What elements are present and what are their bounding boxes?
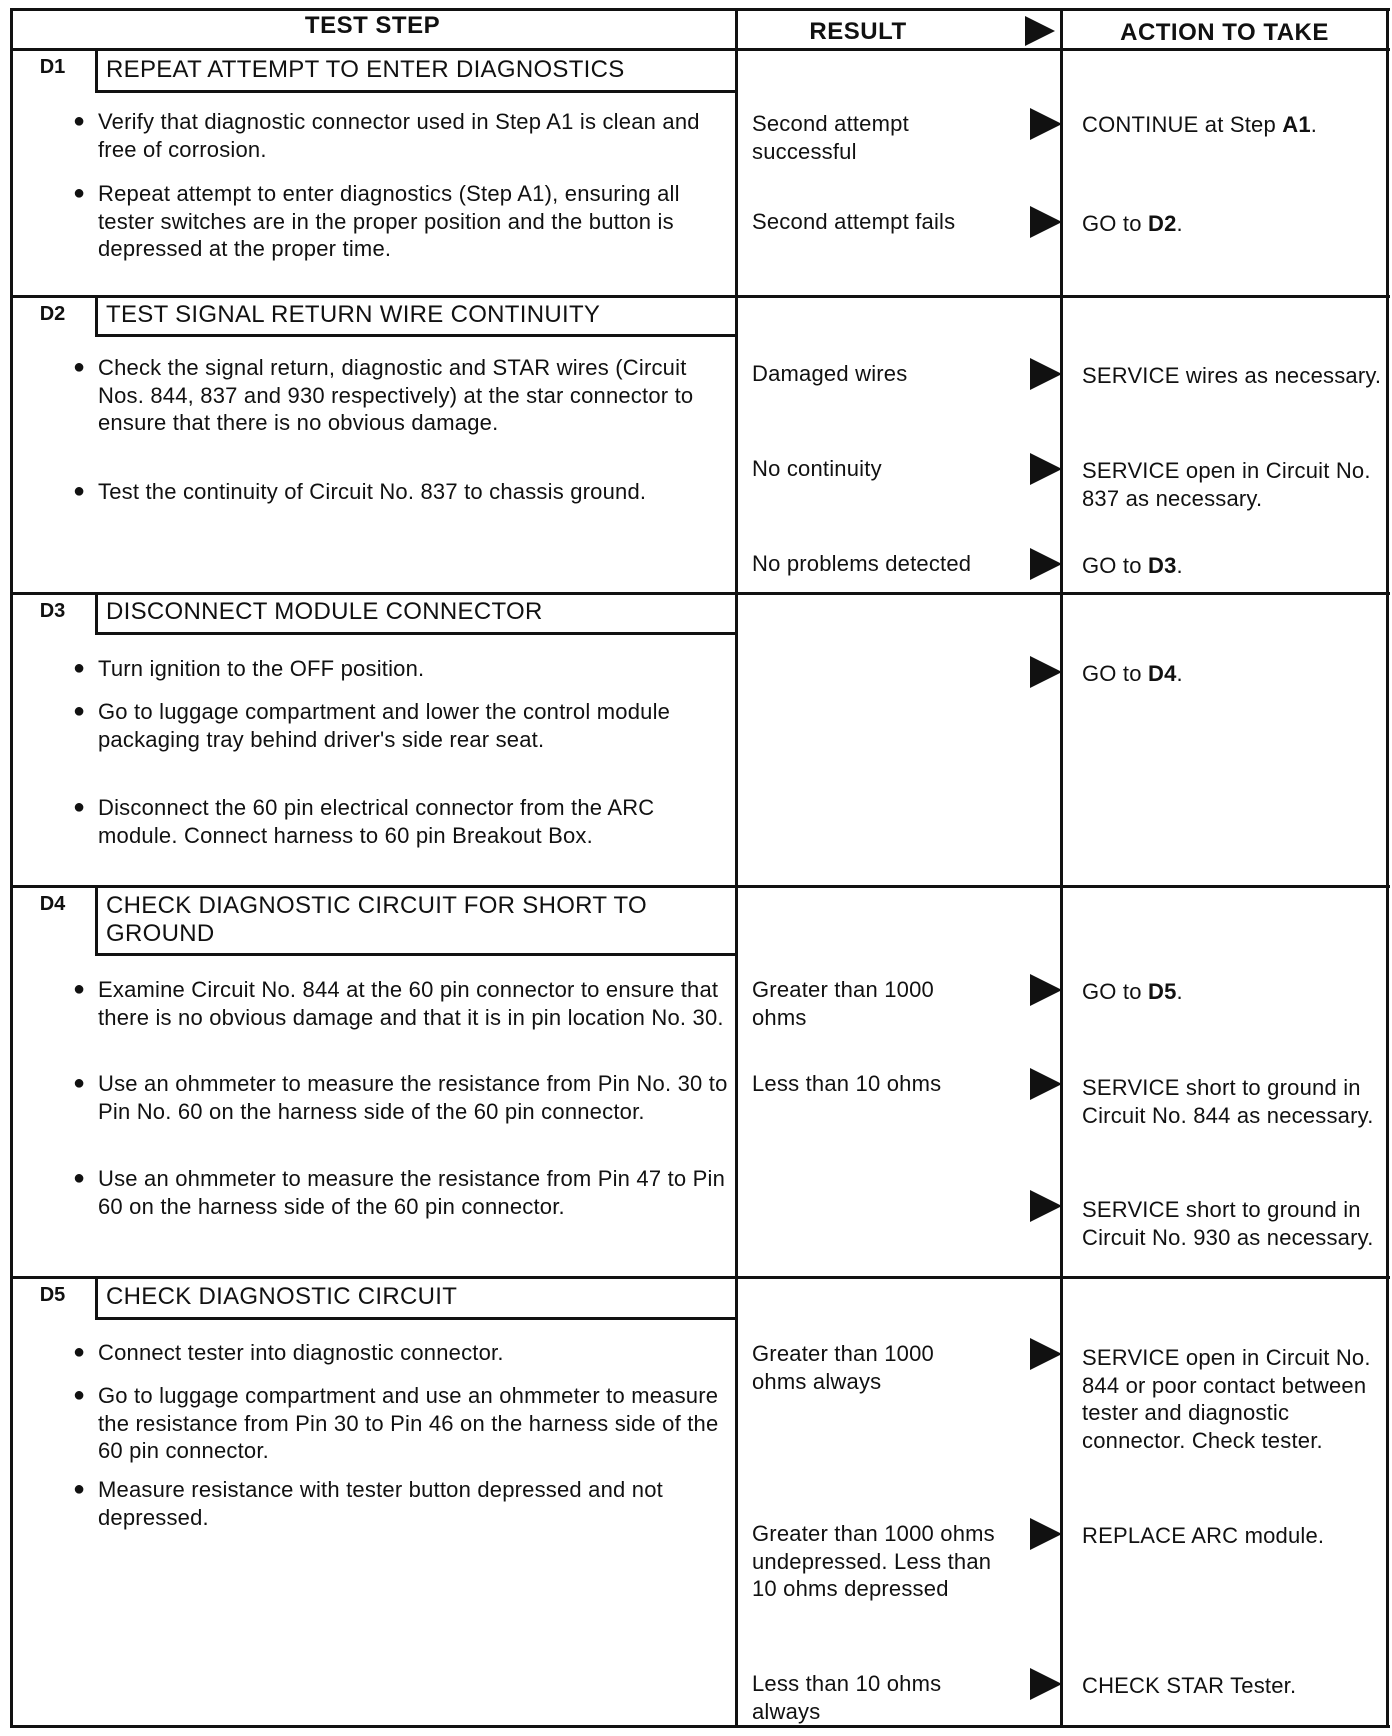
bullet-item: ● Test the continuity of Circuit No. 837 to chassis ground. — [73, 479, 647, 504]
step-id: D5 — [39, 1284, 66, 1306]
action-text: SERVICE short to ground in Circuit No. 844 as necessary. — [1082, 1075, 1374, 1128]
table-border-bottom — [10, 1725, 1390, 1728]
step-id: D2 — [39, 303, 66, 325]
step-title: CHECK DIAGNOSTIC CIRCUIT FOR SHORT TO GROUND — [106, 892, 647, 947]
action-text: SERVICE open in Circuit No. 837 as necessary. — [1082, 458, 1371, 511]
step-id: D3 — [39, 600, 66, 622]
bullet-item: ● Check the signal return, diagnostic and STAR wires (Circuit Nos. 844, 837 and 930 respectively) at the star connector to ensure that there is no obvious damage. — [73, 355, 694, 435]
result-text: Less than 10 ohms — [752, 1071, 942, 1096]
result-text: Second attempt fails — [752, 209, 956, 234]
arrow-icon — [1030, 1668, 1062, 1700]
action-text: GO to D5. — [1082, 979, 1183, 1004]
step-id: D4 — [39, 893, 66, 915]
header-rule — [10, 48, 1390, 51]
step-separator — [10, 592, 1390, 595]
result-text: Greater than 1000 ohms undepressed. Less than 10 ohms depressed — [752, 1521, 995, 1601]
header-result: RESULT — [809, 18, 907, 45]
table-border-left — [10, 8, 13, 1728]
result-text: Greater than 1000 ohms — [752, 977, 934, 1030]
step-id: D1 — [39, 56, 66, 78]
arrow-icon — [1030, 1338, 1062, 1370]
arrow-icon — [1030, 206, 1062, 238]
column-divider-action — [1060, 8, 1063, 1728]
step-title: REPEAT ATTEMPT TO ENTER DIAGNOSTICS — [106, 56, 625, 83]
step-separator — [10, 885, 1390, 888]
bullet-item: ● Measure resistance with tester button depressed and not depressed. — [73, 1477, 663, 1530]
bullet-item: ● Examine Circuit No. 844 at the 60 pin connector to ensure that there is no obvious damage and that it is in pin location No. 30. — [73, 977, 724, 1030]
header-action: ACTION TO TAKE — [1120, 19, 1329, 46]
arrow-icon — [1030, 358, 1062, 390]
action-text: CHECK STAR Tester. — [1082, 1673, 1297, 1698]
result-text: Less than 10 ohms always — [752, 1671, 942, 1724]
step-title: CHECK DIAGNOSTIC CIRCUIT — [106, 1283, 458, 1310]
table-border-right — [1386, 8, 1389, 1728]
result-text: No problems detected — [752, 551, 972, 576]
step-title: TEST SIGNAL RETURN WIRE CONTINUITY — [106, 301, 601, 328]
result-text: Damaged wires — [752, 361, 908, 386]
action-text: GO to D2. — [1082, 211, 1183, 236]
bullet-item: ● Go to luggage compartment and use an ohmmeter to measure the resistance from Pin 30 to Pin 46 on the harness side of the 60 pin connector. — [73, 1383, 719, 1463]
bullet-item: ● Use an ohmmeter to measure the resistance from Pin No. 30 to Pin No. 60 on the harness side of the 60 pin connector. — [73, 1071, 728, 1124]
action-text: GO to D4. — [1082, 661, 1183, 686]
bullet-item: ● Go to luggage compartment and lower the control module packaging tray behind driver's side rear seat. — [73, 699, 671, 752]
bullet-item: ● Repeat attempt to enter diagnostics (Step A1), ensuring all tester switches are in the proper position and the button is depressed at the proper time. — [73, 181, 680, 261]
diagnostic-table — [10, 8, 1390, 1728]
result-text: No continuity — [752, 456, 882, 481]
step-separator — [10, 1276, 1390, 1279]
bullet-item: ● Use an ohmmeter to measure the resistance from Pin 47 to Pin 60 on the harness side of the 60 pin connector. — [73, 1166, 726, 1219]
header-arrow-icon — [1025, 16, 1055, 46]
arrow-icon — [1030, 974, 1062, 1006]
step-title: DISCONNECT MODULE CONNECTOR — [106, 598, 543, 625]
arrow-icon — [1030, 1068, 1062, 1100]
bullet-item: ● Verify that diagnostic connector used in Step A1 is clean and free of corrosion. — [73, 109, 700, 162]
table-border-top — [10, 8, 1390, 11]
step-separator — [10, 295, 1390, 298]
arrow-icon — [1030, 453, 1062, 485]
arrow-icon — [1030, 548, 1062, 580]
arrow-icon — [1030, 1518, 1062, 1550]
result-text: Greater than 1000 ohms always — [752, 1341, 934, 1394]
bullet-item: ● Connect tester into diagnostic connector. — [73, 1340, 504, 1365]
bullet-item: ● Disconnect the 60 pin electrical connector from the ARC module. Connect harness to 60 pin Breakout Box. — [73, 795, 655, 848]
action-text: REPLACE ARC module. — [1082, 1523, 1325, 1548]
action-text: SERVICE wires as necessary. — [1082, 363, 1382, 388]
header-test-step: TEST STEP — [304, 12, 441, 39]
action-text: GO to D3. — [1082, 553, 1183, 578]
column-divider-result — [735, 8, 738, 1728]
arrow-icon — [1030, 1190, 1062, 1222]
result-text: Second attempt successful — [752, 111, 909, 164]
arrow-icon — [1030, 656, 1062, 688]
action-text: SERVICE open in Circuit No. 844 or poor contact between tester and diagnostic connector. Check tester. — [1082, 1345, 1371, 1453]
bullet-item: ● Turn ignition to the OFF position. — [73, 656, 425, 681]
arrow-icon — [1030, 108, 1062, 140]
action-text: SERVICE short to ground in Circuit No. 930 as necessary. — [1082, 1197, 1374, 1250]
action-text: CONTINUE at Step A1. — [1082, 112, 1318, 137]
